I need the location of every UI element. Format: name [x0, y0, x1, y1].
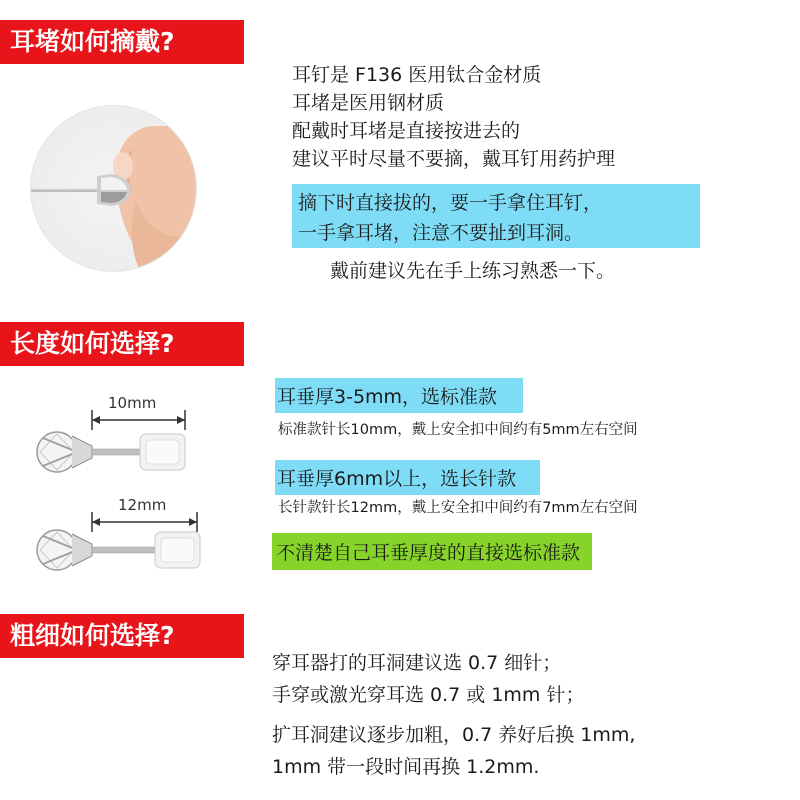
wear-line-2: 耳堵是医用钢材质 [292, 92, 445, 114]
gauge-line-2: 手穿或激光穿耳选 0.7 或 1mm 针； [272, 684, 585, 706]
wear-tip: 戴前建议先在手上练习熟悉一下。 [330, 260, 616, 282]
dimension-label-long: 12mm [118, 496, 167, 514]
section-banner-wear [0, 20, 244, 64]
wear-line-4: 建议平时尽量不要摘，戴耳钉用药护理 [292, 148, 616, 170]
wear-highlight-line-2: 一手拿耳堵，注意不要扯到耳洞。 [298, 222, 584, 244]
section-title-gauge: 粗细如何选择? [10, 621, 175, 650]
section-banner-gauge [0, 614, 244, 658]
length-advice: 不清楚自己耳垂厚度的直接选标准款 [272, 533, 592, 570]
gauge-line-3: 扩耳洞建议逐步加粗，0.7 养好后换 1mm, [272, 724, 636, 746]
earring-length-diagram [30, 390, 260, 590]
dimension-label-standard: 10mm [108, 394, 157, 412]
section-banner-length [0, 322, 244, 366]
wear-line-3: 配戴时耳堵是直接按进去的 [292, 120, 521, 142]
standard-heading: 耳垂厚3-5mm，选标准款 [275, 378, 523, 413]
section-title-length: 长度如何选择? [10, 329, 175, 358]
section-title-wear: 耳堵如何摘戴? [10, 27, 175, 56]
wear-highlight-line-1: 摘下时直接拔的，要一手拿住耳钉， [298, 192, 603, 214]
standard-desc: 标准款针长10mm，戴上安全扣中间约有5mm左右空间 [278, 422, 638, 438]
wear-line-1: 耳钉是 F136 医用钛合金材质 [292, 64, 542, 86]
earring-back-photo [30, 105, 197, 272]
finger-holding-earring-illustration [31, 106, 196, 271]
gauge-line-4: 1mm 带一段时间再换 1.2mm. [272, 756, 540, 778]
gauge-line-1: 穿耳器打的耳洞建议选 0.7 细针； [272, 652, 562, 674]
long-heading: 耳垂厚6mm以上，选长针款 [275, 460, 540, 495]
long-desc: 长针款针长12mm，戴上安全扣中间约有7mm左右空间 [278, 500, 638, 516]
